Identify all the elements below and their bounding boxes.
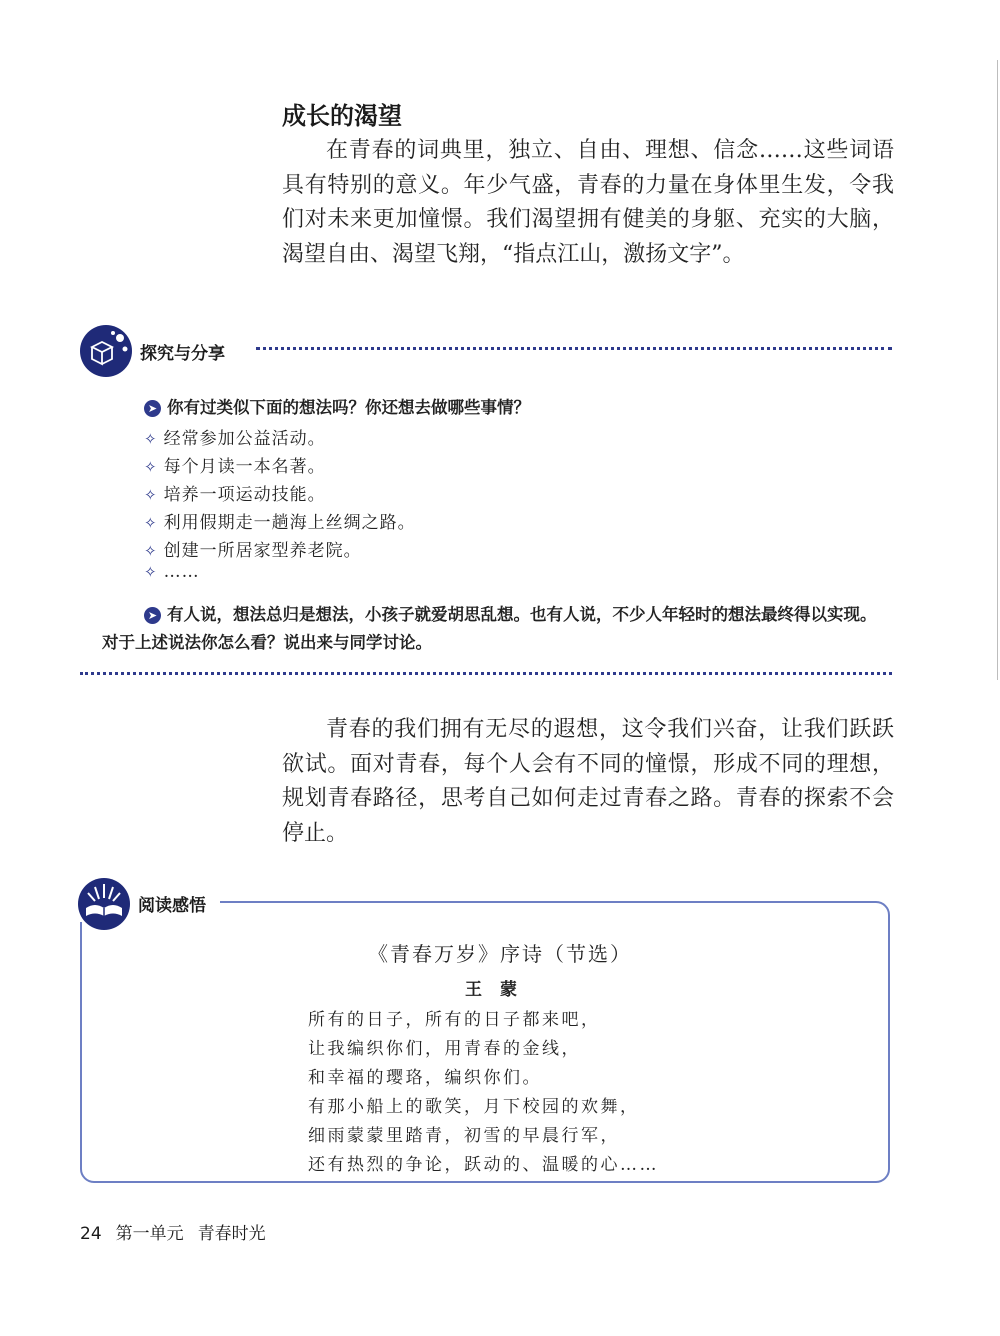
idea-item: ✧ 每个月读一本名著。 [144, 457, 326, 477]
diamond-bullet-icon: ✧ [144, 514, 158, 532]
arrow-bullet-icon: ➤ [144, 607, 161, 624]
reading-label: 阅读感悟 [138, 896, 206, 916]
diamond-bullet-icon: ✧ [144, 458, 158, 476]
youth-paragraph: 青春的我们拥有无尽的遐想，这令我们兴奋，让我们跃跃欲试。面对青春，每个人会有不同的憧憬，形成不同的理想，规划青春路径，思考自己如何走过青春之路。青春的探索不会停止。 [282, 717, 894, 846]
idea-item: ✧ 利用假期走一趟海上丝绸之路。 [144, 513, 416, 533]
idea-item: ✧ 培养一项运动技能。 [144, 485, 326, 505]
explore-share-icon [80, 325, 132, 377]
question-1-text: 你有过类似下面的想法吗？你还想去做哪些事情？ [167, 398, 530, 417]
poem-author: 王蒙 [465, 980, 535, 1000]
question-2-text: 有人说，想法总归是想法，小孩子就爱胡思乱想。也有人说，不少人年轻时的想法最终得以实现。对于上述说法你怎么看？说出来与同学讨论。 [102, 605, 877, 652]
section-title: 成长的渴望 [282, 102, 402, 130]
idea-item: ✧ 创建一所居家型养老院。 [144, 541, 362, 561]
unit-title: 青春时光 [197, 1224, 266, 1244]
poem-line: 和幸福的璎珞，编织你们。 [308, 1068, 542, 1088]
unit-name: 第一单元 [115, 1224, 184, 1244]
diamond-bullet-icon: ✧ [144, 542, 158, 560]
intro-paragraph: 在青春的词典里，独立、自由、理想、信念……这些词语具有特别的意义。年少气盛，青春的力量在身体里生发，令我们对未来更加憧憬。我们渴望拥有健美的身躯、充实的大脑，渴望自由、渴望飞翔，“指点江山，激扬文字”。 [282, 138, 894, 267]
arrow-bullet-icon: ➤ [144, 400, 161, 417]
diamond-bullet-icon: ✧ [144, 563, 158, 581]
poem-line: 还有热烈的争论，跃动的、温暖的心…… [308, 1155, 659, 1175]
reading-book-icon [78, 878, 130, 930]
explore-bottom-divider [80, 672, 892, 675]
page-footer [80, 1219, 280, 1244]
poem-title: 《青春万岁》序诗（节选） [368, 942, 632, 966]
poem-line: 让我编织你们，用青春的金线， [308, 1039, 581, 1059]
idea-item: ✧ 经常参加公益活动。 [144, 429, 326, 449]
idea-item: ✧ …… [144, 562, 200, 582]
question-1 [144, 394, 530, 418]
poem-line: 所有的日子，所有的日子都来吧， [308, 1010, 601, 1030]
explore-share-label: 探究与分享 [140, 344, 225, 364]
poem-line: 有那小船上的歌笑，月下校园的欢舞， [308, 1097, 640, 1117]
diamond-bullet-icon: ✧ [144, 430, 158, 448]
poem-line: 细雨蒙蒙里踏青，初雪的早晨行军， [308, 1126, 620, 1146]
explore-top-divider [256, 347, 892, 350]
page-edge-line [997, 60, 998, 680]
page-number: 24 [80, 1224, 102, 1244]
diamond-bullet-icon: ✧ [144, 486, 158, 504]
question-2 [102, 601, 892, 657]
